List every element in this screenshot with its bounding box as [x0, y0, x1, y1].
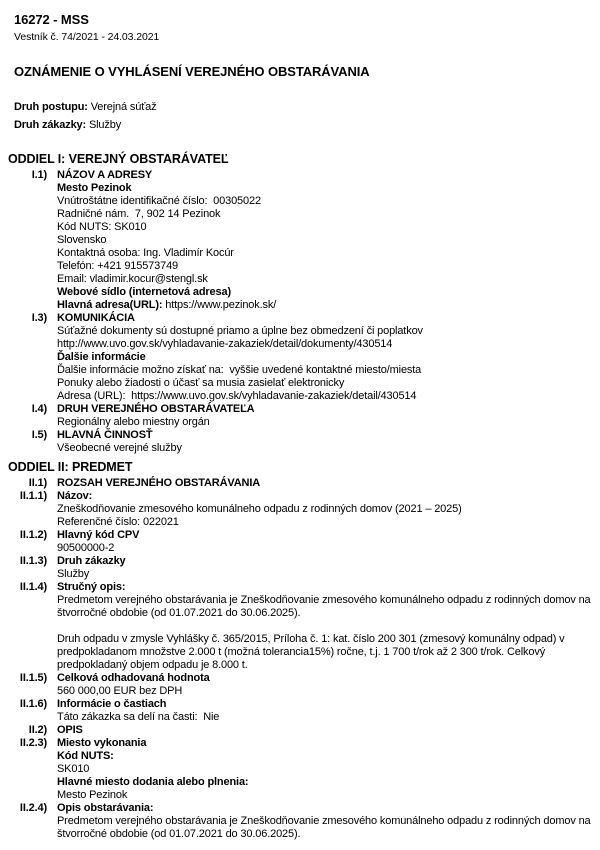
item-content [57, 802, 600, 841]
item-line: Táto zákazka sa delí na časti: Nie [57, 711, 220, 723]
item-line: Hlavné miesto dodania alebo plnenia: [57, 776, 249, 788]
notice-item [0, 312, 600, 403]
item-heading: DRUH VEREJNÉHO OBSTARÁVATEĽA [57, 403, 255, 415]
notice-item [0, 698, 600, 724]
item-line: Druh odpadu v zmysle Vyhlášky č. 365/2015, Príloha č. 1: kat. číslo 200 301 (zmesový komunálny odpad) v predpokladanom množstve 2.000 t (možná tolerancia15%) ročne, t.j. 1 700 t/rok až 2 300 t/rok. Celkový predpokladaný objem odpadu je 8.000 t. [57, 633, 568, 671]
item-heading: Stručný opis: [57, 581, 126, 593]
item-line: Kód NUTS: SK010 [57, 221, 147, 233]
notice-item [0, 555, 600, 581]
item-content [57, 555, 600, 581]
item-line: Zneškodňovanie zmesového komunálneho odpadu z rodinných domov (2021 – 2025) [57, 503, 462, 515]
item-content [57, 490, 600, 529]
item-number: I.4) [31, 403, 47, 415]
item-line: Služby [57, 568, 90, 580]
meta-label: Druh postupu: [14, 101, 91, 113]
notice-item [0, 672, 600, 698]
sections-container [0, 152, 600, 841]
item-number: II.1.4) [19, 581, 47, 593]
item-heading: HLAVNÁ ČINNOSŤ [57, 429, 153, 441]
item-line: Všeobecné verejné služby [57, 442, 182, 454]
item-number: I.3) [31, 312, 47, 324]
item-heading: NÁZOV A ADRESY [57, 169, 153, 181]
item-heading: Celková odhadovaná hodnota [57, 672, 210, 684]
item-number: II.2.4) [19, 802, 47, 814]
item-line: Vnútroštátne identifikačné číslo: 00305022 [57, 195, 261, 207]
notice-item [0, 581, 600, 672]
meta-row-procedure-type [14, 98, 600, 116]
item-line [57, 620, 594, 633]
document-header [14, 12, 600, 134]
item-number: II.1.5) [19, 672, 47, 684]
item-line: Ďalšie informácie možno získať na: vyššie uvedené kontaktné miesto/miesta [57, 364, 422, 376]
notice-item [0, 477, 600, 490]
item-line: SK010 [57, 763, 90, 775]
item-line: Mesto Pezinok [57, 182, 132, 194]
item-content [57, 429, 600, 455]
item-number: II.2) [28, 724, 47, 736]
item-heading: OPIS [57, 724, 83, 736]
item-content [57, 477, 600, 490]
notice-item [0, 403, 600, 429]
item-line: Referenčné číslo: 022021 [57, 516, 179, 528]
item-line: Adresa (URL): https://www.uvo.gov.sk/vyhladavanie-zakaziek/detail/430514 [57, 390, 417, 402]
notice-item [0, 169, 600, 312]
item-content [57, 403, 600, 429]
notice-item [0, 429, 600, 455]
item-heading: Informácie o častiach [57, 698, 167, 710]
meta-value: Služby [88, 119, 122, 131]
item-line: Mesto Pezinok [57, 789, 128, 801]
item-line: Predmetom verejného obstarávania je Zneškodňovanie zmesového komunálneho odpadu z rodinných domov na štvorročné obdobie (od 01.07.2021 do 30.06.2025). [57, 815, 594, 840]
item-heading: KOMUNIKÁCIA [57, 312, 135, 324]
item-line: Email: vladimir.kocur@stengl.sk [57, 273, 208, 285]
item-content [57, 737, 600, 802]
item-content [57, 698, 600, 724]
notice-section [0, 152, 600, 455]
section-items [0, 477, 600, 841]
item-line: Slovensko [57, 234, 107, 246]
item-number: II.2.3) [19, 737, 47, 749]
item-content [57, 169, 600, 312]
notice-item [0, 490, 600, 529]
item-line: Radničné nám. 7, 902 14 Pezinok [57, 208, 221, 220]
item-line: 560 000,00 EUR bez DPH [57, 685, 183, 697]
item-line: Ponuky alebo žiadosti o účasť sa musia zasielať elektronicky [57, 377, 345, 389]
item-number: II.1.6) [19, 698, 47, 710]
bulletin-line: Vestník č. 74/2021 - 24.03.2021 [14, 31, 160, 43]
item-line: Predmetom verejného obstarávania je Zneškodňovanie zmesového komunálneho odpadu z rodinných domov na štvorročné obdobie (od 01.07.2021 do 30.06.2025). [57, 594, 594, 619]
meta-value: Verejná súťaž [90, 101, 157, 113]
notice-meta [14, 98, 600, 134]
item-content [57, 672, 600, 698]
item-number: II.1.1) [19, 490, 47, 502]
item-line: Ďalšie informácie [57, 351, 146, 363]
item-line: Kód NUTS: [57, 750, 114, 762]
section-title: ODDIEL II: PREDMET [8, 460, 133, 474]
line-value: https://www.pezinok.sk/ [165, 299, 277, 311]
line-label: Hlavná adresa(URL): [57, 299, 166, 311]
notice-item [0, 737, 600, 802]
notice-item [0, 724, 600, 737]
item-number: II.1.3) [19, 555, 47, 567]
item-content [57, 724, 600, 737]
item-number: II.1.2) [19, 529, 47, 541]
item-line: Regionálny alebo miestny orgán [57, 416, 210, 428]
item-heading: Hlavný kód CPV [57, 529, 140, 541]
item-content [57, 581, 600, 672]
section-items [0, 169, 600, 455]
item-line [57, 299, 594, 312]
item-heading: Miesto vykonania [57, 737, 147, 749]
item-heading: Názov: [57, 490, 93, 502]
notice-item [0, 802, 600, 841]
item-content [57, 529, 600, 555]
item-heading: Druh zákazky [57, 555, 126, 567]
item-heading: Opis obstarávania: [57, 802, 154, 814]
item-line: Telefón: +421 915573749 [57, 260, 179, 272]
item-content [57, 312, 600, 403]
section-title: ODDIEL I: VEREJNÝ OBSTARÁVATEĽ [8, 152, 229, 166]
meta-label: Druh zákazky: [14, 119, 89, 131]
notice-number: 16272 - MSS [14, 12, 89, 27]
notice-section [0, 460, 600, 841]
item-line: Kontaktná osoba: Ing. Vladimír Kocúr [57, 247, 234, 259]
document-title: OZNÁMENIE O VYHLÁSENÍ VEREJNÉHO OBSTARÁVANIA [14, 64, 370, 79]
item-number: I.1) [31, 169, 47, 181]
item-heading: ROZSAH VEREJNÉHO OBSTARÁVANIA [57, 477, 261, 489]
item-line: Súťažné dokumenty sú dostupné priamo a úplne bez obmedzení či poplatkov [57, 325, 423, 337]
item-line: Webové sídlo (internetová adresa) [57, 286, 231, 298]
notice-item [0, 529, 600, 555]
item-number: I.5) [31, 429, 47, 441]
item-line: http://www.uvo.gov.sk/vyhladavanie-zakaziek/detail/dokumenty/430514 [57, 338, 393, 350]
meta-row-contract-type [14, 116, 600, 134]
item-number: II.1) [28, 477, 47, 489]
item-line: 90500000-2 [57, 542, 115, 554]
